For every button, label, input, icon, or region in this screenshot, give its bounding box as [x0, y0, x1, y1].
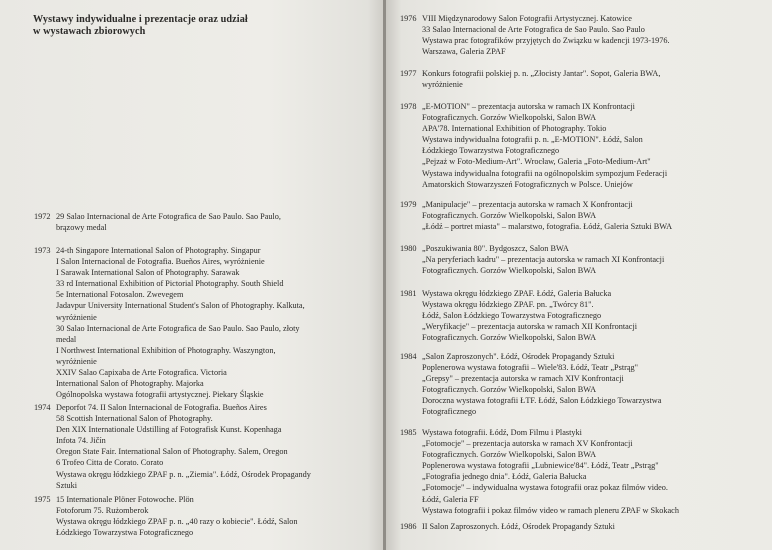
exhibition-entry [400, 199, 672, 232]
entry-line: APA'78. International Exhibition of Photography. Tokio [422, 124, 607, 134]
heading-line-1: Wystawy indywidualne i prezentacje oraz udział [33, 14, 248, 25]
entry-lines [34, 211, 281, 233]
entry-line: „E-MOTION" – prezentacja autorska w ramach IX Konfrontacji [422, 102, 635, 111]
entry-line: Poplenerowa wystawa fotografii – Wiele'83. Łódź, Teatr „Pstrąg" [422, 363, 639, 373]
entry-lines [400, 199, 672, 232]
entry-line: „Pejzaż w Foto-Medium-Art". Wrocław, Galeria „Foto-Medium-Art" [422, 157, 651, 167]
exhibition-entry [400, 521, 615, 532]
entry-line: Ogólnopolska wystawa fotografii artystycznej. Piekary Śląskie [56, 390, 264, 400]
entry-year: 1974 [34, 403, 51, 412]
entry-line: International Salon of Photography. Majorka [56, 379, 204, 389]
entry-line: „Poszukiwania 80". Bydgoszcz, Salon BWA [422, 244, 569, 253]
entry-year: 1984 [400, 352, 417, 361]
right-page [386, 0, 772, 550]
heading-line-2: w wystawach zbiorowych [33, 26, 146, 37]
entry-lines [34, 402, 311, 491]
entry-line: Łódzkiego Towarzystwa Fotograficznego [422, 146, 560, 156]
entry-year: 1976 [400, 14, 417, 23]
entry-line: Sztuki [56, 480, 78, 490]
entry-line: Den XIX Internationale Udstilling af Fotografisk Kunst. Kopenhaga [56, 425, 282, 435]
entry-line: Jadavpur University International Student's Salon of Photography. Kalkuta, [56, 301, 305, 311]
entry-line: 5e International Fotosalon. Zwevegem [56, 290, 184, 300]
entry-line: „Fotomocje" – prezentacja autorska w ramach XV Konfrontacji [422, 439, 633, 449]
entry-lines [400, 101, 667, 190]
entry-line: Wystawa fotografii i pokaz filmów video w ramach pleneru ZPAF w Skokach [422, 505, 679, 515]
entry-year: 1975 [34, 495, 51, 504]
entry-line: I Sarawak International Salon of Photography. Sarawak [56, 268, 240, 278]
entry-line: wyróżnienie [56, 356, 97, 366]
entry-lines [400, 288, 637, 343]
entry-line: 33 Salao Internacional de Arte Fotografica de Sao Paulo. Sao Paulo [422, 25, 645, 35]
page-heading [33, 14, 333, 38]
entry-line: „Grepsy" – prezentacja autorska w ramach XIV Konfrontacji [422, 374, 624, 384]
entry-line: Łódź, Salon Łódzkiego Towarzystwa Fotograficznego [422, 311, 602, 321]
entry-line: Warszawa, Galeria ZPAF [422, 47, 506, 57]
entry-line: Łódź, Galeria FF [422, 494, 479, 504]
exhibition-entry [34, 402, 311, 491]
entry-line: 30 Salao Internacional de Arte Fotografica de Sao Paulo. Sao Paulo, złoty [56, 323, 300, 333]
entry-line: Infota 74. Jičín [56, 436, 106, 446]
exhibition-entry [34, 494, 298, 538]
entry-line: II Salon Zaproszonych. Łódź, Ośrodek Propagandy Sztuki [422, 522, 615, 531]
entry-line: Amatorskich Stowarzyszeń Fotograficznych w Polsce. Uniejów [422, 179, 633, 189]
entry-line: 29 Salao Internacional de Arte Fotografica de Sao Paulo. Sao Paulo, [56, 212, 281, 221]
entry-line: Wystawa okręgu łódzkiego ZPAF. Łódź, Galeria Bałucka [422, 289, 612, 298]
entry-line: I Salon Internacional de Fotografia. Bueños Aires, wyróżnienie [56, 257, 265, 267]
entry-line: I Northwest International Exhibition of Photography. Waszyngton, [56, 345, 276, 355]
entry-line: VIII Międzynarodowy Salon Fotografii Artystycznej. Katowice [422, 14, 632, 23]
entry-line: Doroczna wystawa fotografii ŁTF. Łódź, Salon Łódzkiego Towarzystwa [422, 396, 662, 406]
entry-line: Wystawa indywidualna fotografii na ogólnopolskim sympozjum Federacji [422, 168, 668, 178]
exhibition-entry [400, 68, 660, 90]
entry-year: 1980 [400, 244, 417, 253]
exhibition-entry [34, 245, 305, 400]
entry-line: „Na peryferiach kadru" – prezentacja autorska w ramach XI Konfrontacji [422, 255, 665, 265]
entry-line: „Łódź – portret miasta" – malarstwo, fotografia. Łódź, Galeria Sztuki BWA [422, 222, 673, 232]
entry-line: Konkurs fotografii polskiej p. n. „Złocisty Jantar". Sopot, Galeria BWA, [422, 69, 661, 78]
exhibition-entry [34, 211, 281, 233]
entry-line: Fotograficznych. Gorzów Wielkopolski, Salon BWA [422, 450, 597, 460]
entry-lines [34, 245, 305, 400]
entry-year: 1978 [400, 102, 417, 111]
entry-line: Łódzkiego Towarzystwa Fotograficznego [56, 528, 194, 538]
entry-lines [400, 351, 661, 418]
entry-line: Oregon State Fair. International Salon of Photography. Salem, Oregon [56, 447, 288, 457]
entry-year: 1979 [400, 200, 417, 209]
entry-year: 1986 [400, 522, 417, 531]
entry-line: Wystawa fotografii. Łódź, Dom Filmu i Plastyki [422, 428, 582, 437]
entry-line: wyróżnienie [422, 80, 463, 90]
entry-line: Fotograficznych. Gorzów Wielkopolski, Salon BWA [422, 113, 597, 123]
exhibition-entry [400, 288, 637, 343]
entry-line: Fotograficznego [422, 407, 477, 417]
entry-lines [400, 521, 615, 532]
entry-line: Fotograficznych. Gorzów Wielkopolski, Salon BWA [422, 266, 597, 276]
exhibition-entry [400, 13, 670, 57]
entry-line: wyróżnienie [56, 312, 97, 322]
entry-line: Fotoforum 75. Rużomberok [56, 506, 149, 516]
entry-line: XXIV Salao Capixaba de Arte Fotografica. Victoria [56, 368, 227, 378]
entry-line: 15 Internationale Plöner Fotowoche. Plön [56, 495, 194, 504]
exhibition-entry [400, 101, 667, 190]
entry-year: 1973 [34, 246, 51, 255]
entry-lines [400, 243, 664, 276]
entry-line: Wystawa okręgu łódzkiego ZPAF. pn. „Twórcy 81". [422, 300, 594, 310]
entry-year: 1972 [34, 212, 51, 221]
entry-line: 58 Scottish International Salon of Photography. [56, 414, 213, 424]
entry-line: Wystawa indywidualna fotografii p. n. „E-MOTION". Łódź, Salon [422, 135, 643, 145]
entry-line: brązowy medal [56, 223, 107, 233]
entry-line: Poplenerowa wystawa fotografii „Lubniewice'84". Łódź, Teatr „Pstrąg" [422, 461, 659, 471]
exhibition-entry [400, 351, 661, 418]
entry-line: Fotograficznych. Gorzów Wielkopolski, Salon BWA [422, 385, 597, 395]
entry-line: „Weryfikacje" – prezentacja autorska w ramach XII Konfrontacji [422, 322, 638, 332]
entry-year: 1977 [400, 69, 417, 78]
entry-line: Fotograficznych. Gorzów Wielkopolski, Salon BWA [422, 211, 597, 221]
entry-line: Wystawa okręgu łódzkiego ZPAF p. n. „Ziemia". Łódź, Ośrodek Propagandy [56, 469, 311, 479]
left-page [0, 0, 383, 550]
entry-lines [400, 427, 679, 516]
entry-line: Wystawa prac fotografików przyjętych do Związku w kadencji 1973-1976. [422, 36, 670, 46]
entry-lines [34, 494, 298, 538]
entry-line: medal [56, 334, 77, 344]
entry-year: 1981 [400, 289, 417, 298]
entry-lines [400, 68, 660, 90]
entry-line: „Salon Zaproszonych". Łódź, Ośrodek Propagandy Sztuki [422, 352, 615, 361]
entry-line: Wystawa okręgu łódzkiego ZPAF p. n. „40 razy o kobiecie". Łódź, Salon [56, 517, 298, 527]
entry-line: 24-th Singapore International Salon of Photography. Singapur [56, 246, 261, 255]
entry-year: 1985 [400, 428, 417, 437]
entry-lines [400, 13, 670, 57]
entry-line: „Manipulacje" – prezentacja autorska w ramach X Konfrontacji [422, 200, 633, 209]
entry-line: „Fotografia jednego dnia". Łódź, Galeria Bałucka [422, 472, 587, 482]
entry-line: Deporfot 74. II Salon Internacional de Fotografia. Bueños Aires [56, 403, 267, 412]
entry-line: 6 Trofeo Citta de Corato. Corato [56, 458, 164, 468]
entry-line: „Fotomocje" – indywidualna wystawa fotografii oraz pokaz filmów video. [422, 483, 668, 493]
exhibition-entry [400, 243, 664, 276]
exhibition-entry [400, 427, 679, 516]
entry-line: 33 rd International Exhibition of Pictorial Photography. South Shield [56, 279, 284, 289]
entry-line: Fotograficznych. Gorzów Wielkopolski, Salon BWA [422, 333, 597, 343]
